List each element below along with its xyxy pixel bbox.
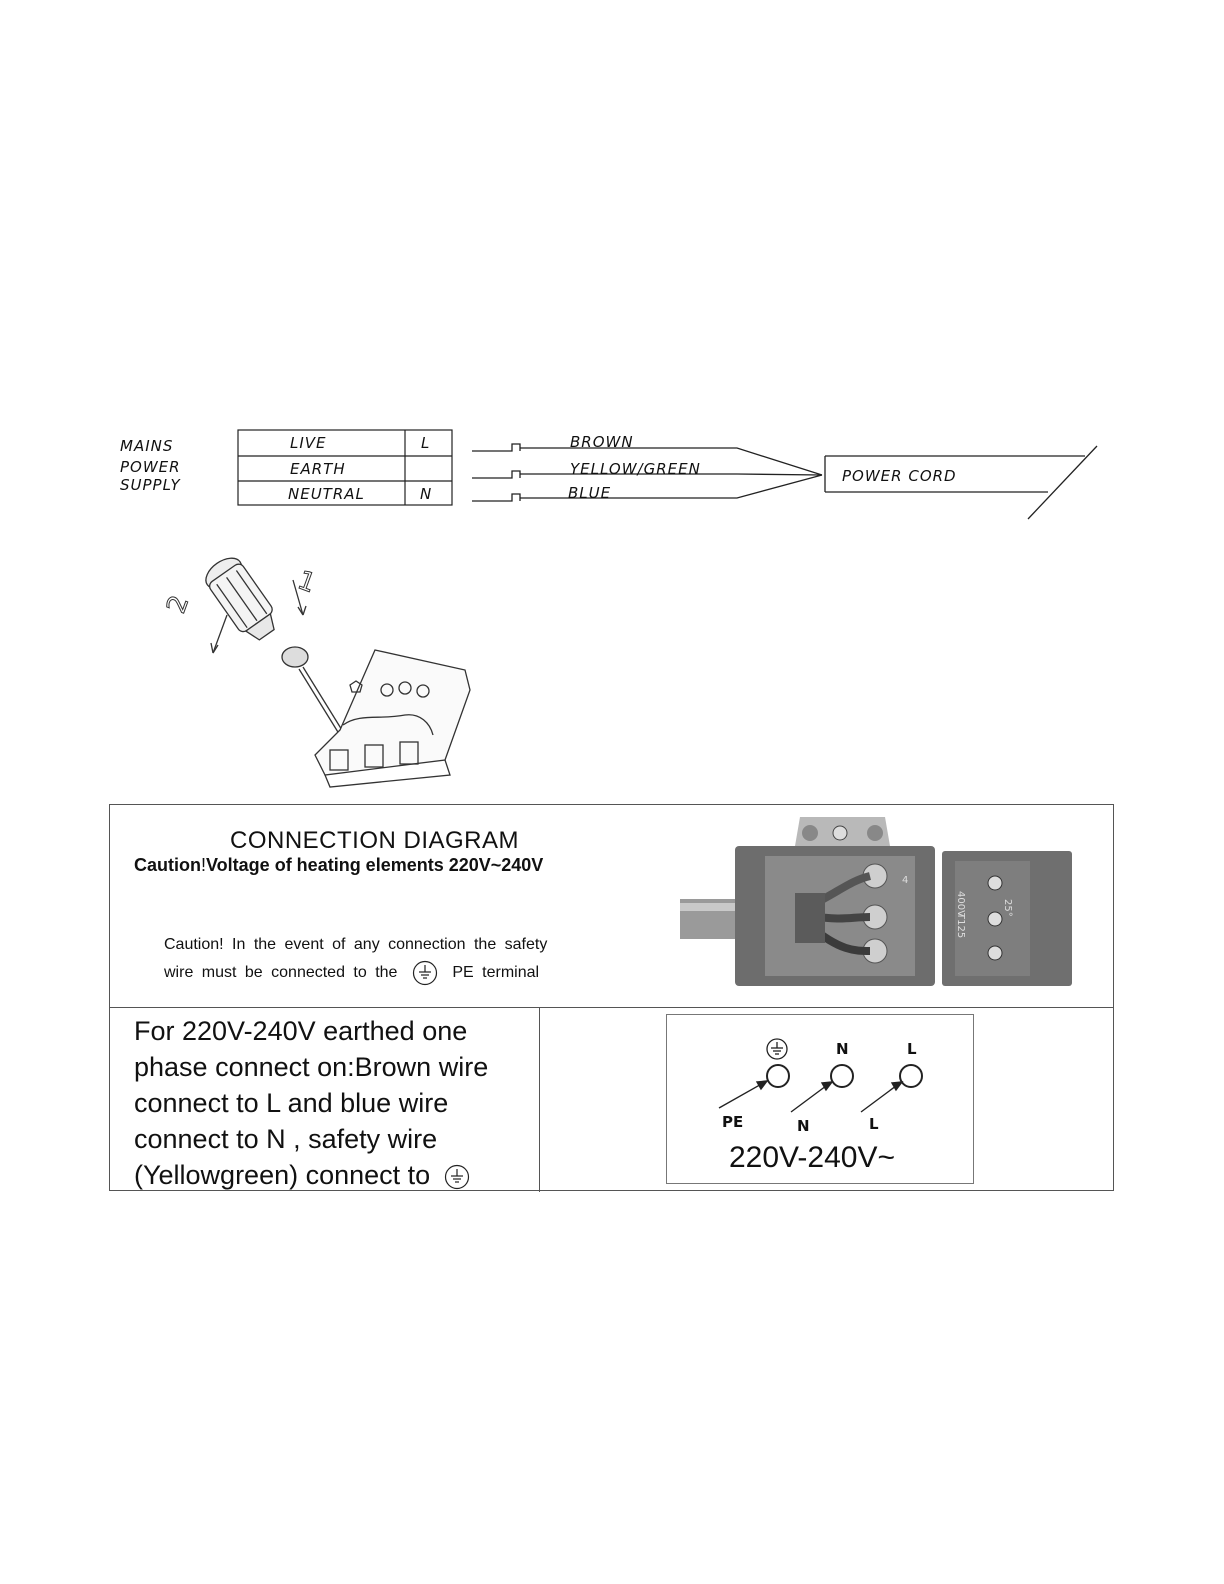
earth-symbol-icon xyxy=(412,960,438,986)
wire-blue-label: BLUE xyxy=(568,484,612,502)
marking-4: 4 xyxy=(902,875,909,886)
voltage-caution-prefix: Caution xyxy=(134,855,201,875)
divider-vertical xyxy=(539,1007,540,1192)
marking-400v: 400V xyxy=(955,891,966,917)
supply-label-power: POWER xyxy=(120,458,181,476)
marking-t125: T125 xyxy=(955,913,966,939)
row-neutral-letter: N xyxy=(420,485,433,503)
safety-note xyxy=(164,931,584,987)
safety-note-line2-a: wire must be connected to the xyxy=(164,964,398,981)
step-label-1: 1 xyxy=(293,565,320,600)
step-label-2: 2 xyxy=(161,591,196,618)
safety-note-line2-b: PE terminal xyxy=(452,964,540,981)
voltage-caution xyxy=(134,855,543,876)
terminal-diagram xyxy=(667,1015,973,1135)
wire-yellowgreen-label: YELLOW/GREEN xyxy=(570,460,701,478)
earth-symbol-icon xyxy=(444,1164,470,1190)
safety-note-line2 xyxy=(164,959,584,987)
terminal-bottom-l: L xyxy=(869,1115,879,1133)
screwdriver-illustration xyxy=(161,545,485,790)
terminal-pe-circle xyxy=(767,1065,789,1087)
row-neutral-name: NEUTRAL xyxy=(288,485,365,503)
terminal-voltage: 220V-240V~ xyxy=(729,1141,895,1174)
instruction-text xyxy=(134,1013,534,1193)
terminal-block-photo xyxy=(680,811,1080,996)
instruction-body: For 220V-240V earthed one phase connect on:Brown wire connect to L and blue wire connect to N , safety wire (Yellowgreen) connect to xyxy=(134,1016,489,1190)
wire-brown-label: BROWN xyxy=(570,433,634,451)
earth-symbol-icon xyxy=(767,1039,787,1059)
terminal-connections-box xyxy=(666,1014,974,1184)
terminal-bottom-n: N xyxy=(797,1117,810,1135)
connection-diagram-box xyxy=(109,804,1114,1191)
terminal-l-circle xyxy=(900,1065,922,1087)
row-live-letter: L xyxy=(421,434,431,452)
connection-title: CONNECTION DIAGRAM xyxy=(230,827,520,854)
safety-note-line1: Caution! In the event of any connection the safety xyxy=(164,936,548,953)
row-live-name: LIVE xyxy=(290,434,327,452)
terminal-n-circle xyxy=(831,1065,853,1087)
marking-25: 25° xyxy=(1002,899,1013,917)
terminal-top-l: L xyxy=(907,1040,917,1058)
wire-connectors xyxy=(472,444,1097,519)
row-earth-name: EARTH xyxy=(290,460,346,478)
supply-label-supply: SUPPLY xyxy=(120,476,181,494)
power-cord-label: POWER CORD xyxy=(842,467,957,485)
voltage-caution-text: Voltage of heating elements 220V~240V xyxy=(206,855,544,875)
supply-label-mains: MAINS xyxy=(120,437,174,455)
divider-horizontal xyxy=(110,1007,1113,1008)
wiring-diagram xyxy=(100,420,1110,530)
terminal-bottom-pe: PE xyxy=(722,1113,744,1131)
terminal-top-n: N xyxy=(836,1040,849,1058)
voltage-caution-mark: ! xyxy=(201,855,207,875)
